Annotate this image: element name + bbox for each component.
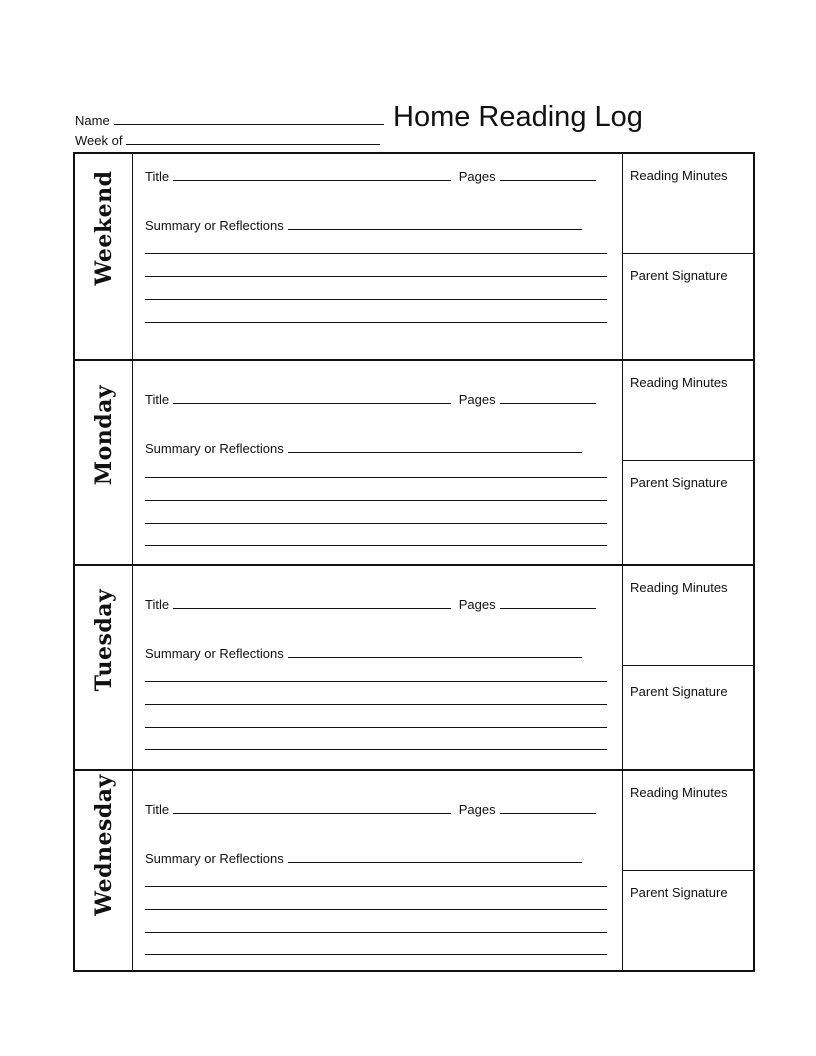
title-label: Title xyxy=(145,597,170,612)
day-row-monday xyxy=(75,359,753,564)
summary-blank[interactable] xyxy=(288,850,582,863)
week-label: Week of xyxy=(75,133,123,148)
parent-signature-label: Parent Signature xyxy=(630,268,728,283)
reading-minutes-cell[interactable] xyxy=(623,566,753,666)
week-field[interactable] xyxy=(75,132,380,149)
summary-label: Summary or Reflections xyxy=(145,851,284,866)
name-label: Name xyxy=(75,113,110,128)
title-field[interactable] xyxy=(145,391,596,408)
entry-cell xyxy=(133,771,623,970)
day-label: Weekend xyxy=(90,170,117,286)
day-label-cell xyxy=(75,566,133,769)
summary-blank[interactable] xyxy=(288,217,582,230)
pages-blank[interactable] xyxy=(500,168,596,181)
summary-label: Summary or Reflections xyxy=(145,441,284,456)
day-label-cell xyxy=(75,361,133,564)
pages-blank[interactable] xyxy=(500,391,596,404)
parent-signature-label: Parent Signature xyxy=(630,475,728,490)
reading-minutes-label: Reading Minutes xyxy=(630,168,728,183)
log-header xyxy=(75,100,755,152)
parent-signature-cell[interactable] xyxy=(623,666,753,770)
pages-label: Pages xyxy=(458,597,496,612)
writing-line[interactable] xyxy=(145,500,607,501)
parent-signature-label: Parent Signature xyxy=(630,684,728,699)
day-label-cell xyxy=(75,154,133,359)
summary-blank[interactable] xyxy=(288,440,582,453)
parent-signature-cell[interactable] xyxy=(623,254,753,358)
title-blank[interactable] xyxy=(173,801,451,814)
parent-signature-cell[interactable] xyxy=(623,871,753,975)
writing-line[interactable] xyxy=(145,322,607,323)
day-label: Tuesday xyxy=(90,588,117,692)
reading-minutes-cell[interactable] xyxy=(623,771,753,871)
entry-cell xyxy=(133,361,623,564)
writing-line[interactable] xyxy=(145,523,607,524)
writing-line[interactable] xyxy=(145,909,607,910)
reading-minutes-label: Reading Minutes xyxy=(630,580,728,595)
writing-line[interactable] xyxy=(145,749,607,750)
reading-minutes-cell[interactable] xyxy=(623,361,753,461)
title-field[interactable] xyxy=(145,168,596,185)
reading-minutes-label: Reading Minutes xyxy=(630,785,728,800)
title-blank[interactable] xyxy=(173,596,451,609)
title-field[interactable] xyxy=(145,801,596,818)
writing-line[interactable] xyxy=(145,727,607,728)
side-cells xyxy=(623,154,753,359)
title-label: Title xyxy=(145,802,170,817)
title-field[interactable] xyxy=(145,596,596,613)
entry-cell xyxy=(133,566,623,769)
pages-label: Pages xyxy=(458,169,496,184)
summary-field[interactable] xyxy=(145,645,582,662)
writing-line[interactable] xyxy=(145,253,607,254)
reading-minutes-cell[interactable] xyxy=(623,154,753,254)
writing-line[interactable] xyxy=(145,545,607,546)
pages-blank[interactable] xyxy=(500,801,596,814)
summary-field[interactable] xyxy=(145,217,582,234)
day-row-tuesday xyxy=(75,564,753,769)
page-title: Home Reading Log xyxy=(393,101,643,133)
parent-signature-label: Parent Signature xyxy=(630,885,728,900)
writing-line[interactable] xyxy=(145,276,607,277)
summary-label: Summary or Reflections xyxy=(145,646,284,661)
summary-blank[interactable] xyxy=(288,645,582,658)
name-field[interactable] xyxy=(75,112,384,129)
day-row-weekend xyxy=(75,154,753,359)
side-cells xyxy=(623,566,753,769)
writing-line[interactable] xyxy=(145,681,607,682)
summary-field[interactable] xyxy=(145,440,582,457)
side-cells xyxy=(623,361,753,564)
pages-label: Pages xyxy=(458,802,496,817)
title-blank[interactable] xyxy=(173,391,451,404)
writing-line[interactable] xyxy=(145,477,607,478)
writing-line[interactable] xyxy=(145,954,607,955)
writing-line[interactable] xyxy=(145,704,607,705)
writing-line[interactable] xyxy=(145,886,607,887)
day-label: Monday xyxy=(90,384,117,486)
day-label: Wednesday xyxy=(90,774,117,916)
reading-minutes-label: Reading Minutes xyxy=(630,375,728,390)
summary-field[interactable] xyxy=(145,850,582,867)
name-blank[interactable] xyxy=(114,112,384,125)
pages-blank[interactable] xyxy=(500,596,596,609)
title-label: Title xyxy=(145,169,170,184)
day-label-cell xyxy=(75,771,133,970)
entry-cell xyxy=(133,154,623,359)
title-label: Title xyxy=(145,392,170,407)
reading-log-table xyxy=(73,152,755,972)
pages-label: Pages xyxy=(458,392,496,407)
side-cells xyxy=(623,771,753,970)
week-blank[interactable] xyxy=(126,132,380,145)
title-blank[interactable] xyxy=(173,168,451,181)
parent-signature-cell[interactable] xyxy=(623,461,753,565)
day-row-wednesday xyxy=(75,769,753,970)
summary-label: Summary or Reflections xyxy=(145,218,284,233)
writing-line[interactable] xyxy=(145,299,607,300)
writing-line[interactable] xyxy=(145,932,607,933)
